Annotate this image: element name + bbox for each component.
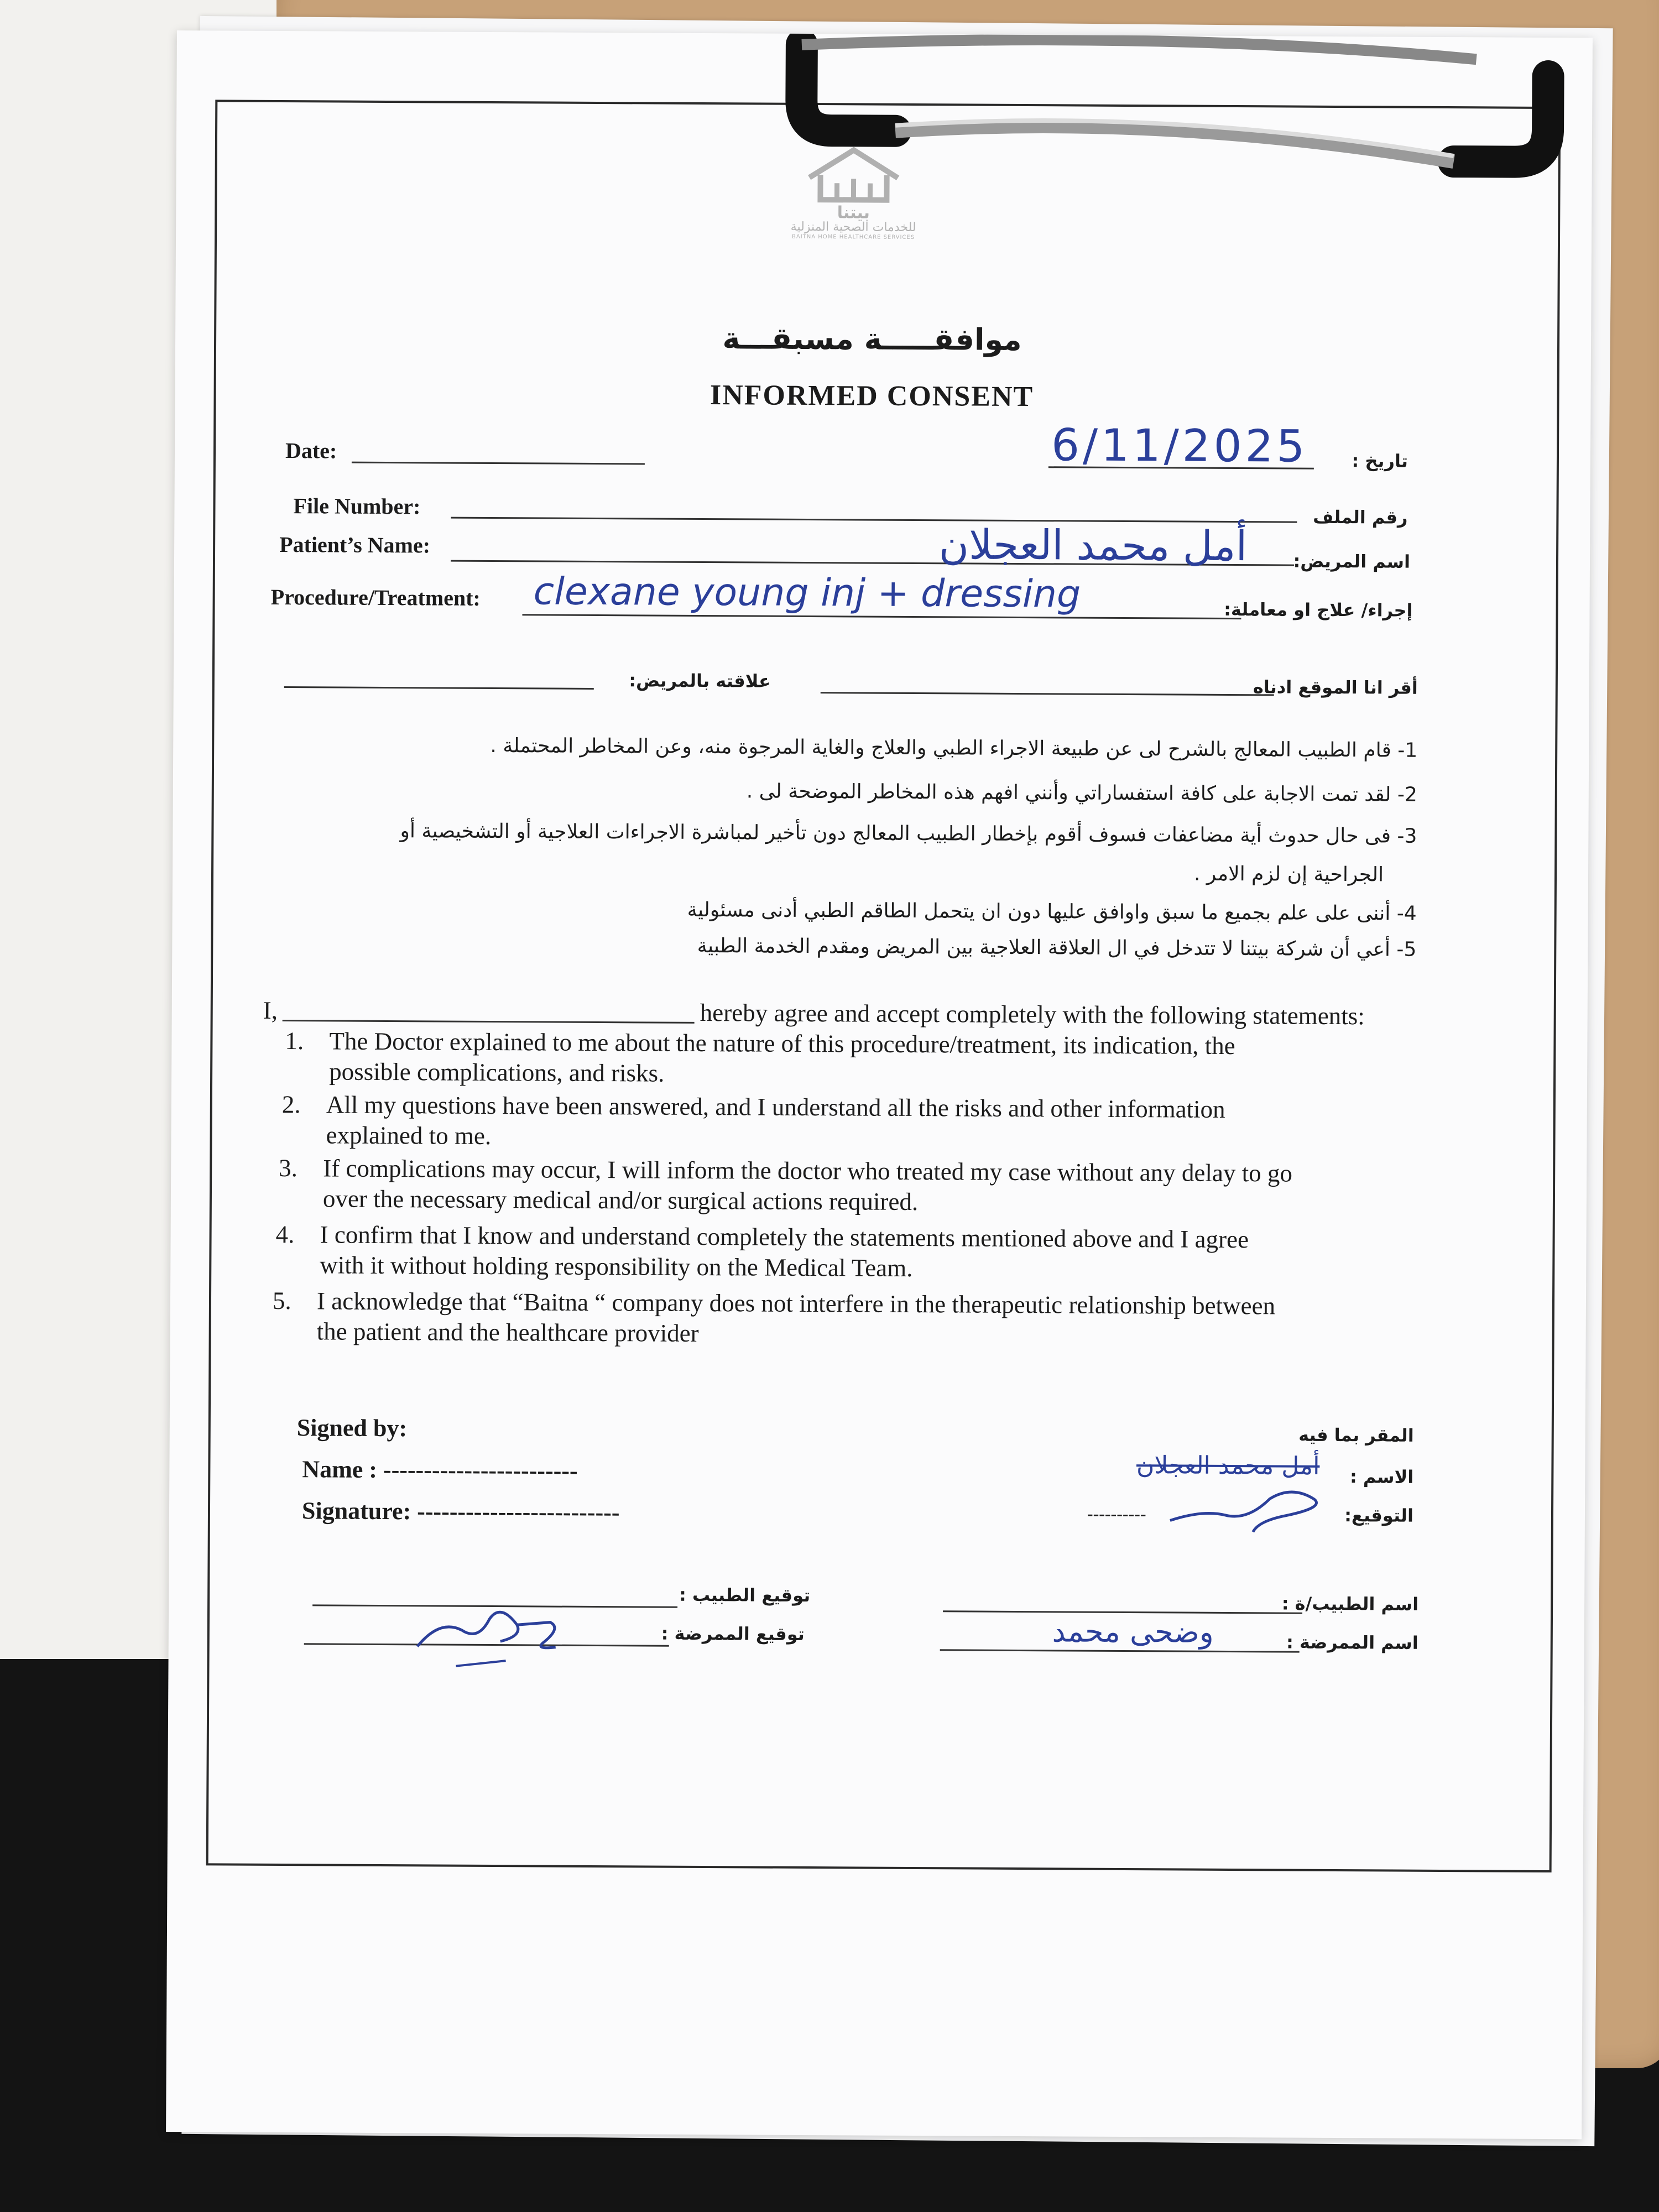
- nurse-name-value[interactable]: وضحى محمد: [1052, 1614, 1214, 1650]
- statement-5-number: 5.: [272, 1286, 291, 1315]
- house-logo-icon: [798, 144, 909, 206]
- english-intro-prefix: I,: [263, 996, 278, 1024]
- statement-5-line-2: the patient and the healthcare provider: [316, 1317, 699, 1347]
- logo-brand-arabic: بيتنا: [837, 203, 870, 223]
- statement-1-line-1: The Doctor explained to me about the nature of this procedure/treatment, its indication, the: [329, 1027, 1235, 1060]
- undersigned-label: أقر انا الموقع ادناه: [1253, 676, 1418, 698]
- signed-by-label-arabic: المقر بما فيه: [1298, 1424, 1414, 1446]
- signed-name-handwritten[interactable]: أمل محمد العجلان: [1136, 1451, 1320, 1480]
- file-number-label: File Number:: [293, 493, 421, 519]
- statement-3-number: 3.: [279, 1154, 298, 1182]
- consent-form-page: [166, 30, 1593, 2139]
- signed-by-name-label[interactable]: Name : ------------------------: [302, 1455, 578, 1484]
- procedure-label: Procedure/Treatment:: [270, 584, 481, 611]
- date-value[interactable]: 6/11/2025: [1051, 419, 1308, 472]
- relation-label: علاقته بالمريض:: [629, 670, 771, 692]
- statement-4-line-2: with it without holding responsibility on the Medical Team.: [320, 1251, 913, 1282]
- title-arabic: موافقـــــة مسبقـــة: [722, 321, 1022, 358]
- logo-tagline-arabic: للخدمات الصحية المنزلية: [790, 220, 916, 235]
- date-label: Date:: [285, 438, 337, 463]
- patient-name-value[interactable]: أمل محمد العجلان: [938, 521, 1248, 571]
- signed-by-label: Signed by:: [296, 1414, 408, 1442]
- signed-by-signature-label[interactable]: Signature: -------------------------: [301, 1497, 620, 1526]
- nurse-signature-label: توقيع الممرضة :: [661, 1623, 805, 1645]
- signed-signature-dashes[interactable]: ----------: [1087, 1503, 1146, 1524]
- arabic-statement-5: 5- أعي أن شركة بيتنا لا تتدخل في ال العلاقة العلاجية بين المريض ومقدم الخدمة الطبية: [697, 934, 1417, 961]
- patient-name-label: Patient’s Name:: [279, 531, 431, 558]
- statement-2-line-1: All my questions have been answered, and I understand all the risks and other information: [326, 1091, 1225, 1123]
- statement-5-line-1: I acknowledge that “Baitna “ company does not interfere in the therapeutic relationship between: [316, 1287, 1276, 1320]
- statement-4-number: 4.: [275, 1220, 295, 1249]
- procedure-label-arabic: إجراء/ علاج او معاملة:: [1224, 598, 1413, 621]
- arabic-statement-3-cont: الجراحية إن لزم الامر .: [1193, 862, 1384, 886]
- date-label-arabic: تاريخ :: [1352, 450, 1408, 472]
- file-number-label-arabic: رقم الملف: [1313, 506, 1408, 528]
- arabic-statement-3: 3- فى حال حدوث أية مضاعفات فسوف أقوم بإخطار الطبيب المعالج دون تأخير لمباشرة الاجراءات العلاجية أو التشخيصية أو: [400, 820, 1417, 848]
- signed-signature-label-arabic: التوقيع:: [1344, 1505, 1414, 1526]
- title-english: INFORMED CONSENT: [709, 379, 1034, 413]
- statement-1-number: 1.: [285, 1027, 304, 1055]
- english-intro-text: hereby agree and accept completely with the following statements:: [700, 998, 1365, 1030]
- signed-name-label-arabic: الاسم :: [1349, 1466, 1414, 1488]
- nurse-signature-icon: [406, 1597, 583, 1675]
- statement-3-line-2: over the necessary medical and/or surgical actions required.: [322, 1185, 919, 1216]
- statement-3-line-1: If complications may occur, I will inform the doctor who treated my case without any delay to go: [323, 1154, 1293, 1187]
- doctor-name-label: اسم الطبيب/ة :: [1281, 1593, 1419, 1615]
- doctor-signature-label: توقيع الطبيب :: [679, 1584, 811, 1606]
- patient-signature-icon: [1159, 1481, 1342, 1538]
- procedure-value[interactable]: clexane young inj + dressing: [533, 570, 1081, 617]
- arabic-statement-2: 2- لقد تمت الاجابة على كافة استفساراتي وأنني افهم هذه المخاطر الموضحة لى .: [746, 780, 1417, 806]
- logo-tagline-english: BAITNA HOME HEALTHCARE SERVICES: [792, 233, 915, 241]
- statement-4-line-1: I confirm that I know and understand completely the statements mentioned above and I agree: [320, 1220, 1249, 1254]
- statement-2-line-2: explained to me.: [326, 1121, 492, 1150]
- arabic-statement-4: 4- أننى على علم بجميع ما سبق واوافق عليها دون ان يتحمل الطاقم الطبي أدنى مسئولية: [687, 898, 1417, 925]
- baitna-logo: [759, 144, 948, 262]
- statement-1-line-2: possible complications, and risks.: [329, 1057, 665, 1087]
- nurse-name-label: اسم الممرضة :: [1286, 1631, 1418, 1653]
- arabic-statement-1: 1- قام الطبيب المعالج بالشرح لى عن طبيعة الاجراء الطبي والعلاج والغاية المرجوة منه، وعن المخاطر المحتملة .: [490, 734, 1418, 762]
- patient-name-label-arabic: اسم المريض:: [1293, 550, 1411, 572]
- statement-2-number: 2.: [281, 1091, 301, 1119]
